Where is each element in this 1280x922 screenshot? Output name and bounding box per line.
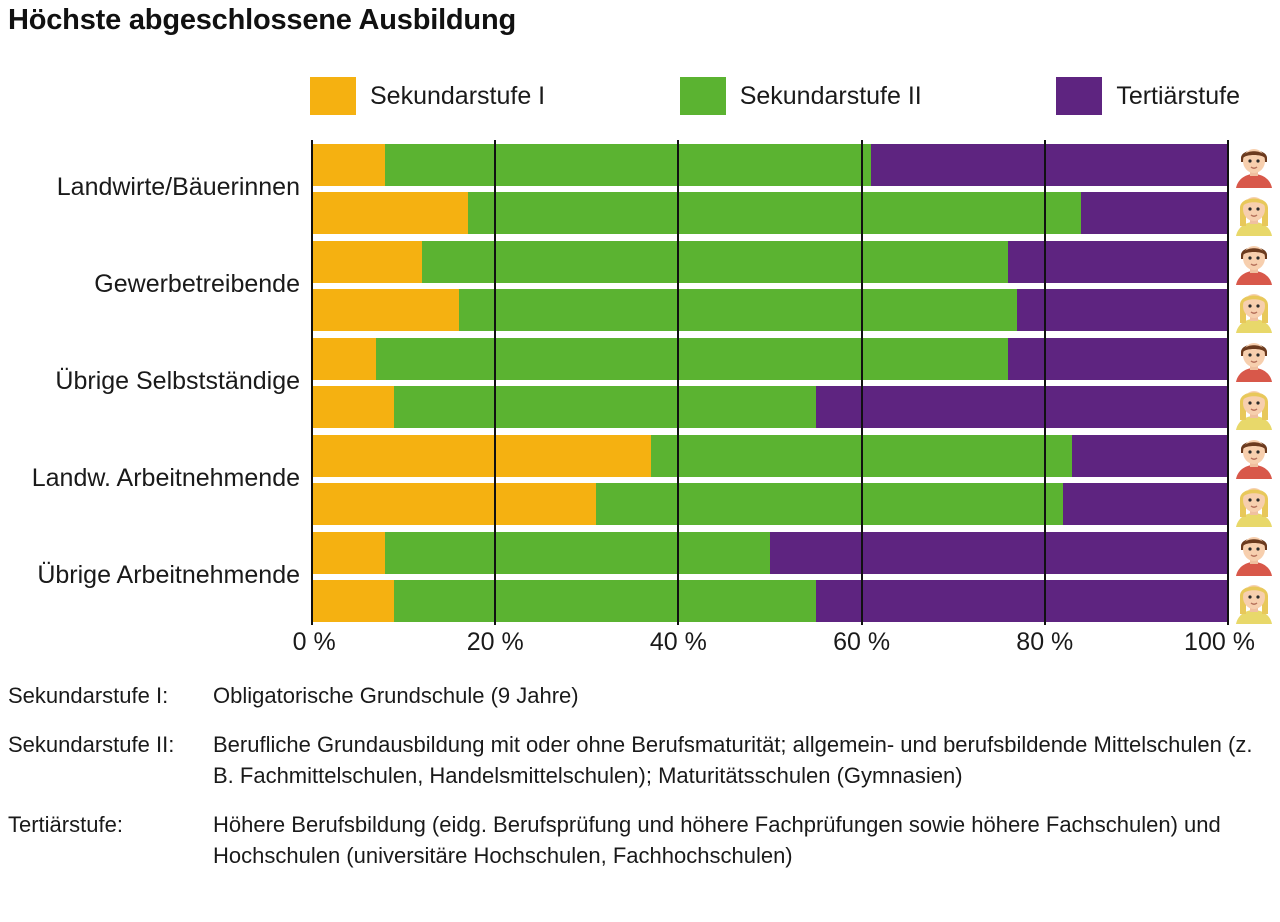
bar-segment[interactable] (459, 289, 1018, 331)
avatar-female-icon (1232, 578, 1276, 624)
axis-tick-label: 80 % (1016, 628, 1074, 656)
legend-swatch-sekundarstufe-1 (310, 77, 356, 115)
bar-segment[interactable] (385, 532, 770, 574)
stacked-bar[interactable] (312, 386, 1228, 428)
note-sekundarstufe-1 (8, 680, 1272, 711)
legend-swatch-tertiaerstufe (1056, 77, 1102, 115)
bar-segment[interactable] (1017, 289, 1228, 331)
avatar-male-icon (1232, 433, 1276, 479)
bar-segment[interactable] (871, 144, 1228, 186)
bar-segment[interactable] (312, 241, 422, 283)
stacked-bar[interactable] (312, 338, 1228, 380)
stacked-bar[interactable] (312, 241, 1228, 283)
category-axis (0, 140, 300, 625)
gridline-20 (494, 140, 496, 625)
axis-tick-label: 0 % (292, 628, 336, 656)
bar-group (312, 334, 1228, 431)
legend-item-sekundarstufe-2 (680, 77, 922, 115)
bar-segment[interactable] (394, 580, 815, 622)
stacked-bar[interactable] (312, 483, 1228, 525)
avatar-female-icon (1232, 481, 1276, 527)
avatar-female-icon (1232, 384, 1276, 430)
legend-swatch-sekundarstufe-2 (680, 77, 726, 115)
avatar-male-icon (1232, 530, 1276, 576)
legend-label-sekundarstufe-2: Sekundarstufe II (739, 81, 922, 110)
avatar-column (1232, 140, 1280, 625)
bar-segment[interactable] (816, 580, 1228, 622)
note-definition: Obligatorische Grundschule (9 Jahre) (213, 683, 579, 708)
legend-definitions (8, 680, 1272, 889)
bar-segment[interactable] (1072, 435, 1228, 477)
bar-segment[interactable] (816, 386, 1228, 428)
bar-group (312, 528, 1228, 625)
avatar-male-icon (1232, 336, 1276, 382)
axis-tick-label: 40 % (649, 628, 707, 656)
bar-segment[interactable] (312, 144, 385, 186)
stacked-bar[interactable] (312, 532, 1228, 574)
note-sekundarstufe-2 (8, 729, 1272, 791)
bar-segment[interactable] (385, 144, 870, 186)
bar-group (312, 140, 1228, 237)
axis-tick-label: 60 % (833, 628, 891, 656)
bar-segment[interactable] (770, 532, 1228, 574)
note-term: Tertiärstufe: (8, 812, 123, 837)
gridline-0 (311, 140, 313, 625)
axis-tick-label: 100 % (1184, 628, 1255, 656)
note-definition: Höhere Berufsbildung (eidg. Berufsprüfung und höhere Fachprüfungen sowie höhere Fachschulen) und Hochschulen (universitäre Hochschulen, Fachhochschulen) (213, 812, 1221, 868)
gridline-60 (861, 140, 863, 625)
legend-item-tertiaerstufe (1056, 77, 1240, 115)
category-label: Landw. Arbeitnehmende (31, 463, 300, 492)
note-tertiaerstufe (8, 809, 1272, 871)
bar-segment[interactable] (312, 435, 651, 477)
gridline-80 (1044, 140, 1046, 625)
bar-segment[interactable] (1008, 338, 1228, 380)
chart-plot-area (312, 140, 1228, 625)
bar-segment[interactable] (376, 338, 1008, 380)
stacked-bar[interactable] (312, 144, 1228, 186)
bar-segment[interactable] (1081, 192, 1228, 234)
note-term: Sekundarstufe I: (8, 683, 169, 708)
category-label: Gewerbetreibende (94, 269, 300, 298)
avatar-male-icon (1232, 142, 1276, 188)
page-title: Höchste abgeschlossene Ausbildung (8, 4, 516, 36)
legend-item-sekundarstufe-1 (310, 77, 545, 115)
bar-segment[interactable] (312, 532, 385, 574)
legend-label-sekundarstufe-1: Sekundarstufe I (370, 81, 546, 110)
stacked-bar[interactable] (312, 435, 1228, 477)
category-label: Übrige Selbstständige (55, 366, 300, 395)
axis-tick-label: 20 % (466, 628, 524, 656)
avatar-female-icon (1232, 287, 1276, 333)
bar-segment[interactable] (312, 289, 459, 331)
bar-segment[interactable] (312, 580, 394, 622)
stacked-bar[interactable] (312, 192, 1228, 234)
avatar-female-icon (1232, 190, 1276, 236)
note-definition: Berufliche Grundausbildung mit oder ohne Berufsmaturität; allgemein- und berufsbildende Mittelschulen (z. B. Fachmittelschulen, Handelsmittelschulen); Maturitätsschulen (Gymnasien) (213, 732, 1253, 788)
bar-segment[interactable] (1008, 241, 1228, 283)
gridline-40 (677, 140, 679, 625)
bar-segment[interactable] (468, 192, 1082, 234)
bar-group (312, 431, 1228, 528)
bar-segment[interactable] (312, 192, 468, 234)
note-term: Sekundarstufe II: (8, 732, 175, 757)
stacked-bar[interactable] (312, 289, 1228, 331)
stacked-bar[interactable] (312, 580, 1228, 622)
avatar-male-icon (1232, 239, 1276, 285)
bar-segment[interactable] (312, 483, 596, 525)
bar-segment[interactable] (1063, 483, 1228, 525)
category-label: Übrige Arbeitnehmende (37, 560, 300, 589)
legend-label-tertiaerstufe: Tertiärstufe (1116, 81, 1240, 110)
bar-segment[interactable] (312, 386, 394, 428)
bar-group (312, 237, 1228, 334)
bar-segment[interactable] (422, 241, 1008, 283)
bar-segment[interactable] (394, 386, 815, 428)
bar-segment[interactable] (596, 483, 1063, 525)
chart-legend (310, 74, 1240, 118)
value-axis (292, 628, 1255, 664)
gridline-100 (1227, 140, 1229, 625)
bar-segment[interactable] (312, 338, 376, 380)
category-label: Landwirte/Bäuerinnen (56, 172, 300, 201)
